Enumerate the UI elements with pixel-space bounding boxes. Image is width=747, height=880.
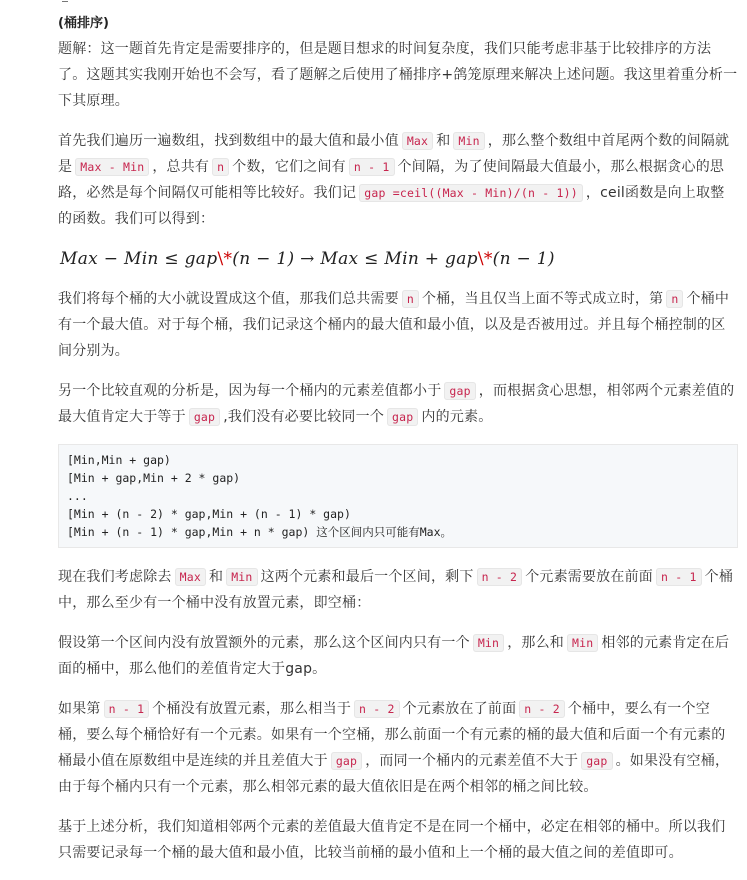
text-span: 现在我们考虑除去 [58, 569, 172, 585]
text-span: 和 [436, 133, 451, 149]
inline-code-n-minus-1: n - 1 [349, 158, 395, 176]
inline-code-min: Min [453, 132, 484, 150]
inline-code-n-minus-2: n - 2 [354, 700, 400, 718]
text-span: 个数，它们之间有 [232, 159, 346, 175]
text-span: 个桶没有放置元素，那么相当于 [152, 701, 352, 717]
code-line: [Min + gap,Min + 2 * gap) [67, 471, 241, 485]
inline-code-gap-formula: gap =ceil((Max - Min)/(n - 1)) [359, 184, 583, 202]
code-line: [Min + (n - 1) * gap,Min + n * gap) 这个区间内只可能有Max。 [67, 525, 453, 539]
inline-code-n-minus-1: n - 1 [656, 568, 702, 586]
text-span: 。如果没有空桶，由于每个桶内只有一个元素，那么相邻元素的最大值依旧是在两个相邻的桶之间比较。 [58, 753, 730, 795]
text-span: ，那么和 [507, 635, 564, 651]
inline-code-gap: gap [581, 752, 612, 770]
text-span: ，ceil函数是向上取整的函数。我们可以得到： [58, 185, 725, 227]
text-span: ，而同一个桶内的元素差值不大于 [365, 753, 579, 769]
inline-code-max: Max [175, 568, 206, 586]
text-span: 另一个比较直观的分析是，因为每一个桶内的元素差值都小于 [58, 383, 442, 399]
text-span: 个桶中，要么有一个空桶，要么每个桶恰好有一个元素。如果有一个空桶，那么前面一个有元素的桶的最大值和后面一个有元素的桶最小值在原数组中是连续的并且差值大于 [58, 701, 726, 769]
inline-code-n-minus-1: n - 1 [104, 700, 150, 718]
inline-code-max: Max [402, 132, 433, 150]
text-span: 个元素需要放在前面 [525, 569, 653, 585]
inline-code-n: n [666, 290, 683, 308]
paragraph-intuition [58, 378, 738, 430]
code-line: [Min + (n - 2) * gap,Min + (n - 1) * gap) [67, 507, 351, 521]
text-span: 这两个元素和最后一个区间，剩下 [260, 569, 474, 585]
top-decoration [62, 0, 68, 2]
inline-code-min: Min [226, 568, 257, 586]
article-body [58, 14, 738, 880]
math-formula [60, 246, 738, 272]
inline-code-n-minus-2: n - 2 [519, 700, 565, 718]
text-span: 和 [208, 569, 224, 585]
paragraph-conclusion: 基于上述分析，我们知道相邻两个元素的差值最大值肯定不是在同一个桶中，必定在相邻的桶中。所以我们只需要记录每一个桶的最大值和最小值，比较当前桶的最小值和上一个桶的最大值之间的差值即可。 [58, 819, 726, 861]
code-block [58, 444, 738, 548]
text-span: 个元素放在了前面 [402, 701, 517, 717]
inline-code-gap: gap [189, 408, 220, 426]
paragraph-last-bucket [58, 696, 738, 800]
text-span: 首先我们遍历一遍数组，找到数组中的最大值和最小值 [58, 133, 399, 149]
formula-escaped-star: \* [477, 249, 493, 269]
inline-code-gap: gap [331, 752, 362, 770]
inline-code-n: n [402, 290, 419, 308]
text-span: 如果第 [58, 701, 101, 717]
paragraph-first-interval [58, 630, 738, 682]
text-span: ，总共有 [152, 159, 210, 175]
text-span: 内的元素。 [421, 409, 493, 425]
formula-part: Max − Min ≤ gap [60, 249, 218, 269]
code-line: ... [67, 489, 88, 503]
text-span: ,我们没有必要比较同一个 [223, 409, 385, 425]
text-span: 我们将每个桶的大小就设置成这个值，那我们总共需要 [58, 291, 399, 307]
text-span: 个桶中，那么至少有一个桶中没有放置元素，即空桶： [58, 569, 734, 611]
code-line: [Min,Min + gap) [67, 453, 171, 467]
paragraph-intro: 题解：这一题首先肯定是需要排序的，但是题目想求的时间复杂度，我们只能考虑非基于比较排序的方法了。这题其实我刚开始也不会写，看了题解之后使用了桶排序+鸽笼原理来解决上述问题。我这里着重分析一下其原理。 [58, 41, 738, 109]
inline-code-min: Min [567, 634, 598, 652]
inline-code-min: Min [473, 634, 504, 652]
formula-escaped-star: \* [217, 249, 233, 269]
inline-code-gap: gap [444, 382, 475, 400]
formula-part: (n − 1) → Max ≤ Min + gap [232, 249, 478, 269]
formula-part: (n − 1) [492, 249, 555, 269]
paragraph-empty-bucket [58, 564, 738, 616]
text-span: ，那么整个数组中首尾两个数的间隔就是 [58, 133, 730, 175]
text-span: 相邻的元素肯定在后面的桶中，那么他们的差值肯定大于gap。 [58, 635, 730, 677]
inline-code-n: n [212, 158, 229, 176]
text-span: 个桶，当且仅当上面不等式成立时，第 [421, 291, 664, 307]
text-span: 个间隔，为了使间隔最大值最小，那么根据贪心的思路，必然是每个间隔仅可能相等比较好。我们记 [58, 159, 725, 201]
inline-code-gap: gap [387, 408, 418, 426]
section-heading: (桶排序) [58, 16, 109, 31]
paragraph-buckets [58, 286, 738, 364]
text-span: 个桶中有一个最大值。对于每个桶，我们记录这个桶内的最大值和最小值，以及是否被用过。并且每个桶控制的区间分别为。 [58, 291, 730, 359]
text-span: 假设第一个区间内没有放置额外的元素，那么这个区间内只有一个 [58, 635, 470, 651]
inline-code-n-minus-2: n - 2 [477, 568, 523, 586]
inline-code-max-minus-min: Max - Min [75, 158, 149, 176]
paragraph-max-min [58, 128, 738, 232]
text-span: ，而根据贪心思想，相邻两个元素差值的最大值肯定大于等于 [58, 383, 735, 425]
